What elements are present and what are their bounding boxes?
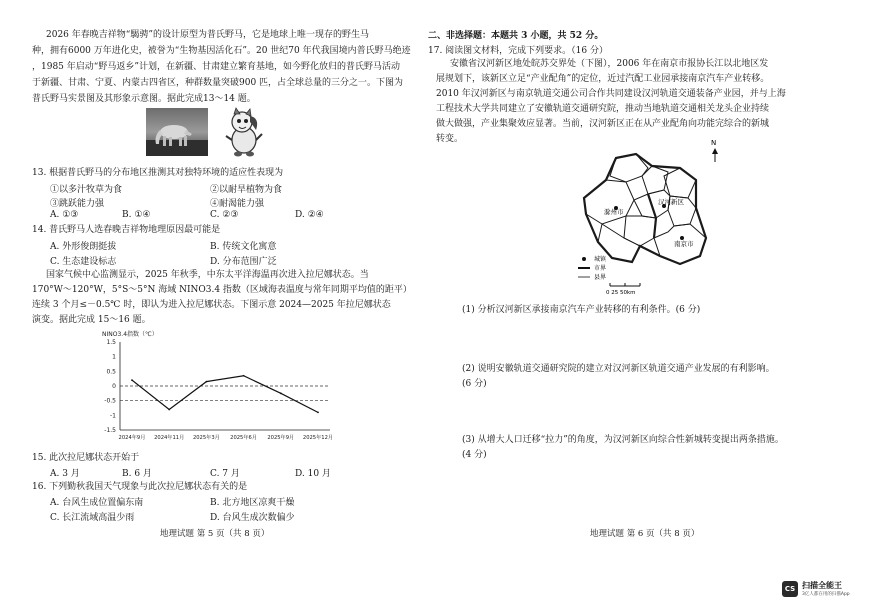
q14-option-a: A. 外形俊朗挺拔 <box>50 242 117 252</box>
q15-option-d: D. 10 月 <box>295 469 331 479</box>
left-page-footer: 地理试题 第 5 页（共 8 页） <box>160 529 270 539</box>
material-line-2: 展规划下，该新区立足“产业配角”的定位，近过汽配工业园承接南京汽车产业转移。 <box>436 74 770 84</box>
chart-x-tick-label: 2025年9月 <box>267 435 295 441</box>
chart-y-tick-label: -1.5 <box>104 427 116 434</box>
q14-stem: 14. 普氏野马人选春晚吉祥物地理原因最可能是 <box>32 225 221 235</box>
q17-sub-1: (1) 分析汉河新区承接南京汽车产业转移的有利条件。(6 分) <box>462 305 701 315</box>
q13-option-c: C. ②③ <box>210 210 239 220</box>
chart-data-point <box>243 375 245 377</box>
q13-stem: 13. 根据普氏野马的分布地区推测其对独特环境的适应性表现为 <box>32 168 284 178</box>
q13-item-2: ②以耐旱植物为食 <box>210 185 283 195</box>
right-page-footer: 地理试题 第 6 页（共 8 页） <box>590 529 700 539</box>
scanner-watermark <box>782 580 850 597</box>
intro2-line-1: 国家气候中心监测显示，2025 年秋季，中东太平洋海温再次进入拉尼娜状态。当 <box>46 270 369 280</box>
q15-stem: 15. 此次拉尼娜状态开始于 <box>32 453 140 463</box>
north-label: N <box>711 139 717 147</box>
chart-data-point <box>280 392 282 394</box>
legend-town: 城镇 <box>594 256 607 263</box>
map-label-chuzhou: 滁州市 <box>604 208 624 216</box>
wild-horse-photo <box>146 108 208 156</box>
intro-line-1: 2026 年春晚吉祥物“騔骋”的设计原型为普氏野马，它是地球上唯一现存的野生马 <box>46 30 369 40</box>
right-page <box>430 0 870 615</box>
intro2-line-4: 演变。据此完成 15～16 题。 <box>32 315 151 325</box>
q16-option-b: B. 北方地区凉爽干燥 <box>210 498 295 508</box>
nino-chart <box>80 330 350 450</box>
q17-title: 17. 阅读图文材料，完成下列要求。（16 分） <box>428 46 608 56</box>
material-line-4: 工程技术大学共同建立了安徽轨道交通研究院，推动当地轨道交通相关龙头企业持续 <box>436 104 770 114</box>
q13-item-3: ③跳跃能力强 <box>50 199 105 209</box>
legend-county-boundary: 县界 <box>594 274 607 281</box>
scanner-title: 扫描全能王 <box>802 581 842 590</box>
q16-option-a: A. 台风生成位置偏东南 <box>50 498 144 508</box>
chart-series-line <box>132 376 318 413</box>
nino-chart-svg <box>80 330 350 450</box>
intro2-line-3: 连续 3 个月≤－0.5℃ 时，即认为进入拉尼娜状态。下图示意 2024—2025 年拉尼娜状态 <box>32 300 391 310</box>
intro-line-3: ，1985 年启动“野马返乡”计划，在新疆、甘肃建立繁育基地，如今野化放归的普氏野马活动 <box>32 62 400 72</box>
chart-y-tick-label: -0.5 <box>104 397 116 405</box>
chart-y-tick-label: 1.5 <box>106 339 116 346</box>
intro-line-2: 种，拥有6000 万年进化史，被誉为“生物基因活化石”。20 世纪70 年代我国境内普氏野马绝迹 <box>32 46 411 56</box>
chart-y-tick-label: 0.5 <box>106 368 116 376</box>
q13-item-1: ①以多汁牧草为食 <box>50 185 123 195</box>
q15-option-a: A. 3 月 <box>50 469 80 479</box>
chart-y-tick-label: 0 <box>112 383 116 390</box>
material-line-6: 转变。 <box>436 134 464 144</box>
q17-sub-3-score: (4 分) <box>462 450 487 460</box>
chart-data-point <box>317 412 319 414</box>
material-line-3: 2010 年汉河新区与南京轨道交通公司合作共同建设汉河轨道交通装备产业园，并与上海 <box>436 89 786 99</box>
map-label-nanjing: 南京市 <box>674 240 694 248</box>
q17-sub-3: (3) 从增大人口迁移“拉力”的角度，为汉河新区向综合性新城转变提出两条措施。 <box>462 435 784 445</box>
q13-option-b: B. ①④ <box>122 210 151 220</box>
q16-option-d: D. 台风生成次数偏少 <box>210 513 295 523</box>
q13-option-a: A. ①③ <box>50 210 79 220</box>
q14-option-b: B. 传统文化寓意 <box>210 242 277 252</box>
intro-line-4: 于新疆、甘肃、宁夏、内蒙古四省区，种群数量突破900 匹，占全球总量的三分之一。下图为 <box>32 78 404 88</box>
chart-data-point <box>206 381 208 383</box>
chart-y-tick-label: 1 <box>112 353 116 361</box>
q14-option-d: D. 分布范围广泛 <box>210 257 277 267</box>
mascot-illustration <box>220 106 268 158</box>
scanner-subtitle: 3亿人都在用的扫描App <box>802 592 850 597</box>
map-scale: 0 25 50km <box>606 290 636 296</box>
north-arrow <box>711 139 718 162</box>
legend-city-boundary: 市界 <box>594 265 607 272</box>
left-page <box>0 0 430 615</box>
q17-sub-2-score: (6 分) <box>462 379 487 389</box>
chart-data-point <box>131 379 133 381</box>
material-line-1: 安徽省汉河新区地处皖苏交界处（下图），2006 年在南京市报协长江以北地区发 <box>450 59 769 69</box>
map-label-hanhe: 汉河新区 <box>658 198 684 206</box>
chart-data-point <box>168 409 170 411</box>
q13-item-4: ④耐渴能力强 <box>210 199 265 209</box>
chart-x-tick-label: 2024年11月 <box>154 435 185 441</box>
section-title: 二、非选择题：本题共 3 小题，共 52 分。 <box>428 31 604 41</box>
q15-option-b: B. 6 月 <box>122 469 152 479</box>
q14-option-c: C. 生态建设标志 <box>50 257 117 267</box>
chart-x-tick-label: 2025年3月 <box>192 435 220 441</box>
material-line-5: 做大做强，产业集聚效应显著。当前，汉河新区正在从产业配角向功能完综合的新城 <box>436 119 770 129</box>
chart-y-tick-label: -1 <box>110 412 116 420</box>
chart-x-tick-label: 2025年12月 <box>302 435 334 441</box>
chart-ylabel: NINO3.4指数（℃） <box>102 331 158 338</box>
q17-sub-2: (2) 说明安徽轨道交通研究院的建立对汉河新区轨道交通产业发展的有利影响。 <box>462 364 775 374</box>
q13-option-d: D. ②④ <box>295 210 324 220</box>
q15-option-c: C. 7 月 <box>210 469 240 479</box>
chart-x-tick-label: 2025年6月 <box>230 435 258 441</box>
intro2-line-2: 170°W～120°W，5°S～5°N 海域 NINO3.4 指数（区域海表温度与常年同期平均值的距平） <box>32 285 412 295</box>
q16-stem: 16. 下列勤秋我国天气现象与此次拉尼娜状态有关的是 <box>32 482 248 492</box>
hanhe-map <box>550 139 750 296</box>
q16-option-c: C. 长江流域高温少雨 <box>50 513 135 523</box>
scanner-logo-icon: CS <box>782 581 798 597</box>
chart-x-tick-label: 2024年9月 <box>118 435 146 441</box>
intro-line-5: 普氏野马实景图及其形象示意图。据此完成13～14 题。 <box>32 94 256 104</box>
